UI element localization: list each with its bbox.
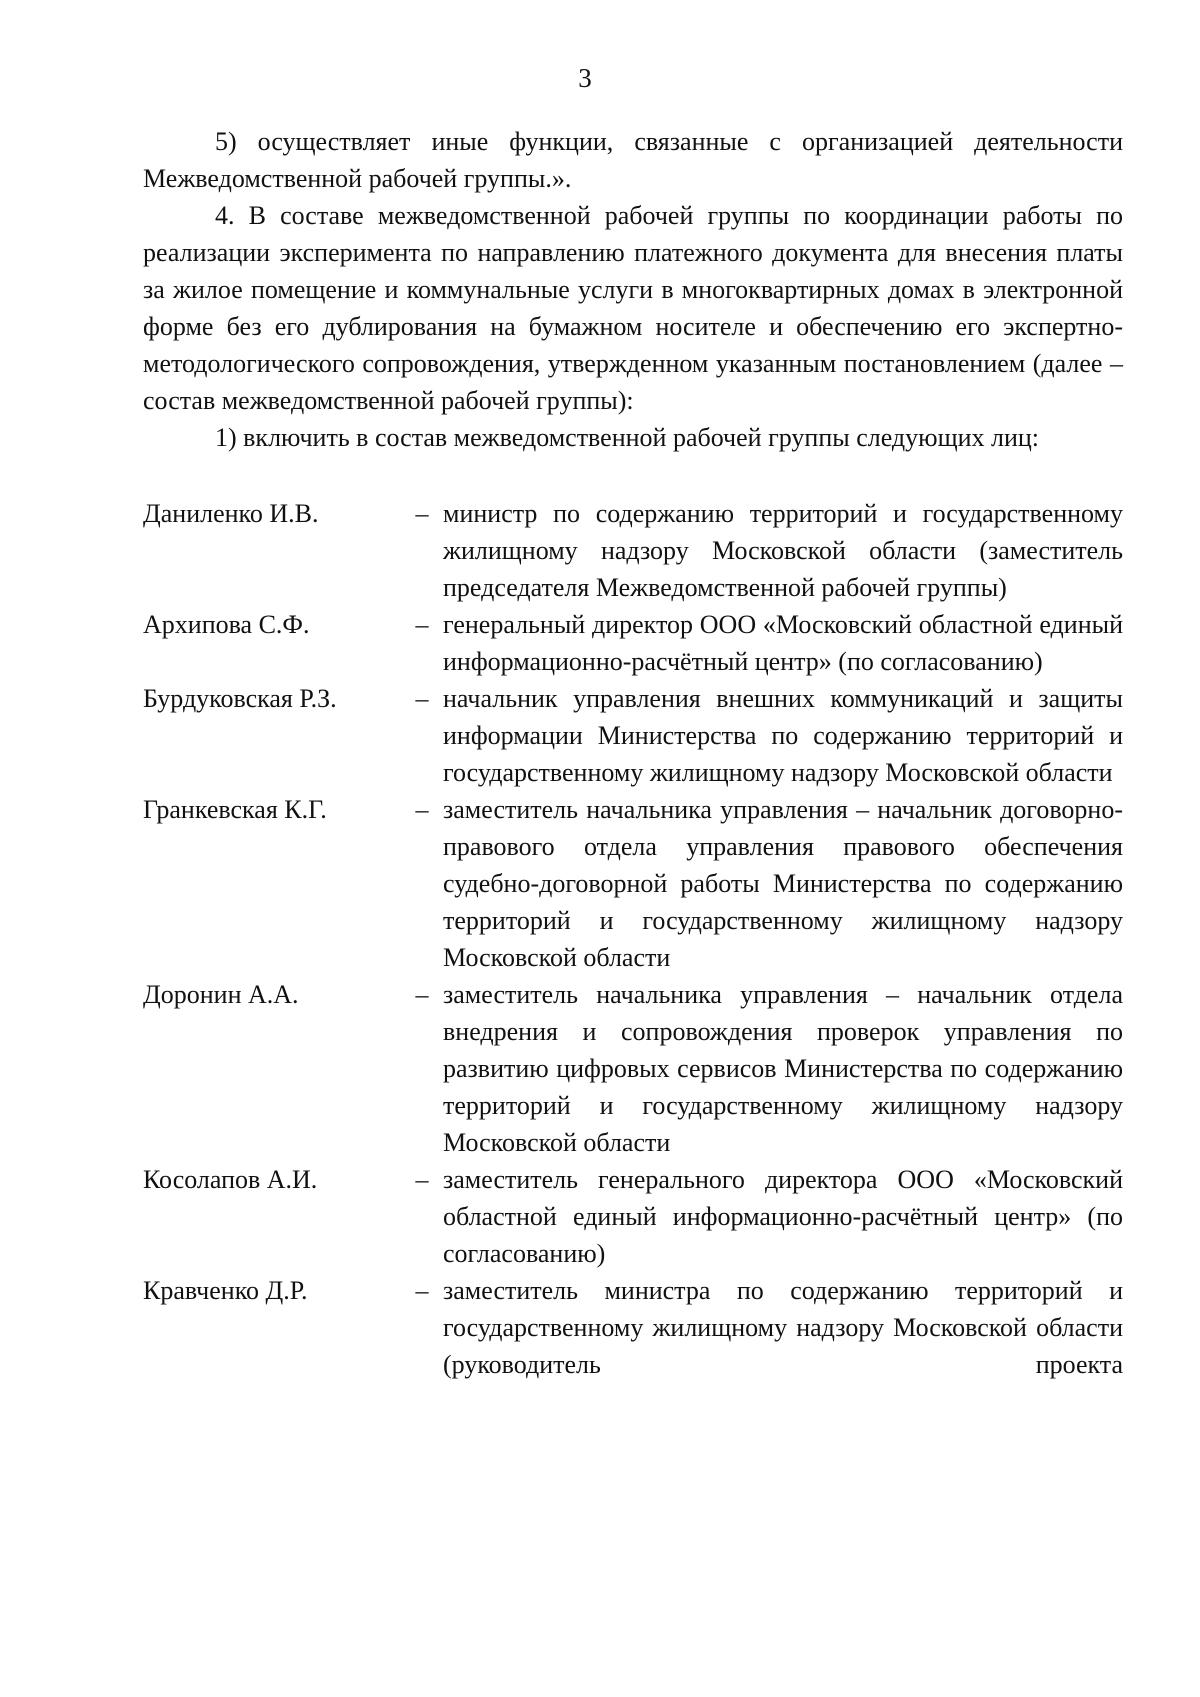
member-row [143, 606, 1123, 680]
paragraph-item-5: 5) осуществляет иные функции, связанные с организацией деятельности Межведомственной рабочей группы.». [143, 127, 1123, 193]
member-row [143, 1272, 1123, 1383]
member-position: заместитель начальника управления – начальник договорно-правового отдела управления правового обеспечения судебно-договорной работы Министерства по содержанию территорий и государственному жилищному надзору Московской области [443, 795, 1123, 972]
member-dash: – [415, 684, 429, 713]
member-list [143, 495, 1123, 1383]
member-dash: – [415, 499, 429, 528]
member-position: заместитель генерального директора ООО «Московский областной единый информационно-расчётный центр» (по согласованию) [443, 1165, 1123, 1268]
member-position: генеральный директор ООО «Московский областной единый информационно-расчётный центр» (по согласованию) [443, 610, 1123, 676]
member-name: Даниленко И.В. [143, 499, 319, 528]
member-position: заместитель министра по содержанию территорий и государственному жилищному надзору Московской области (руководитель проекта [443, 1276, 1123, 1379]
member-row [143, 791, 1123, 976]
member-row [143, 495, 1123, 606]
member-row [143, 680, 1123, 791]
paragraph-subitem-1: 1) включить в состав межведомственной рабочей группы следующих лиц: [215, 423, 1040, 452]
member-name: Доронин А.А. [143, 980, 299, 1009]
member-dash: – [415, 980, 429, 1009]
member-dash: – [415, 1165, 429, 1194]
member-name: Бурдуковская Р.З. [143, 684, 337, 713]
member-name: Кравченко Д.Р. [143, 1276, 308, 1305]
member-dash: – [415, 795, 429, 824]
member-name: Гранкевская К.Г. [143, 795, 327, 824]
member-row [143, 1161, 1123, 1272]
member-position: заместитель начальника управления – начальник отдела внедрения и сопровождения проверок управления по развитию цифровых сервисов Министерства по содержанию территорий и государственному жилищному надзору Московской области [443, 980, 1123, 1157]
member-name: Архипова С.Ф. [143, 610, 310, 639]
paragraph-section-4: 4. В составе межведомственной рабочей группы по координации работы по реализации эксперимента по направлению платежного документа для внесения платы за жилое помещение и коммунальные услуги в многоквартирных домах в электронной форме без его дублирования на бумажном носителе и обеспечению его экспертно-методологического сопровождения, утвержденном указанным постановлением (далее – состав межведомственной рабочей группы): [143, 201, 1123, 415]
member-position: начальник управления внешних коммуникаций и защиты информации Министерства по содержанию территорий и государственному жилищному надзору Московской области [443, 684, 1123, 787]
document-body [143, 123, 1123, 456]
member-dash: – [415, 1276, 429, 1305]
member-row [143, 976, 1123, 1161]
page-number: 3 [578, 63, 592, 93]
member-name: Косолапов А.И. [143, 1165, 318, 1194]
member-dash: – [415, 610, 429, 639]
member-position: министр по содержанию территорий и государственному жилищному надзору Московской области (заместитель председателя Межведомственной рабочей группы) [443, 499, 1123, 602]
